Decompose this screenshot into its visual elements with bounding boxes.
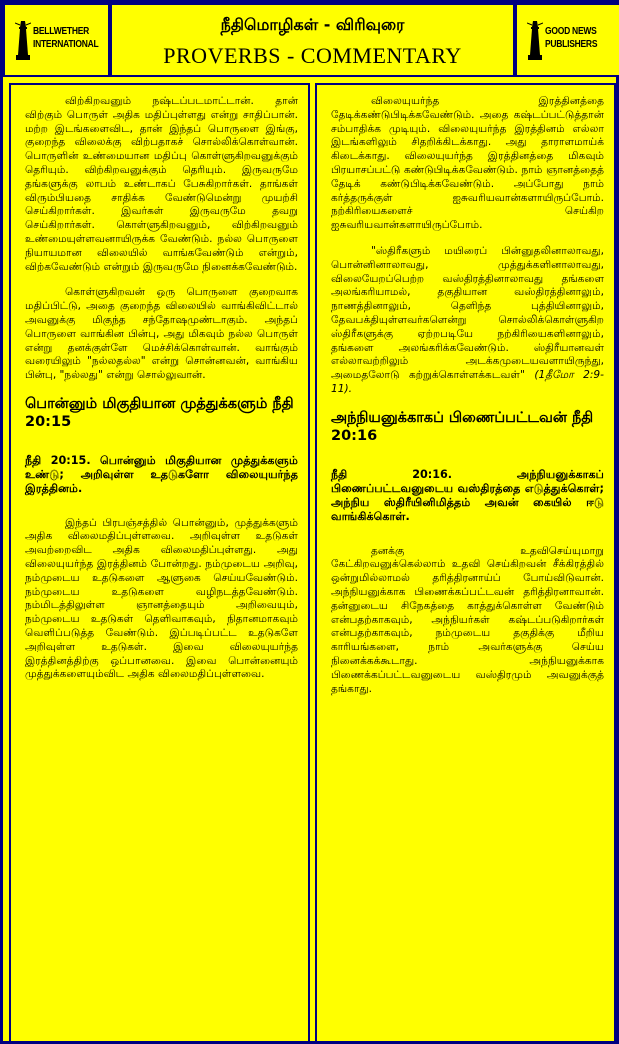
right-column xyxy=(315,83,616,1043)
paragraph: இந்தப் பிரபஞ்சத்தில் பொன்னும், முத்துக்களும் அதிக விலைமதிப்புள்ளவை. அறிவுள்ள உதடுகள் அவற்றைவிட அதிக விலைமதிப்புள்ளது. அது விலையுயர்ந்த இரத்தினம் போன்றது. நம்முடைய அறிவு, நம்முடைய உதடுகளை ஆளுகை செய்யவேண்டும். நம்முடைய உதடுகளை வழிநடத்தவேண்டும். நம்மிடத்திலுள்ள ஞானத்தையும் அறிவையும், நம்முடைய உதடுகள் தெளிவாகவும், நிதானமாகவும் வெளிப்படுத்த வேண்டும். இப்படிப்பட்ட உதடுகளே அறிவுள்ள உதடுகள். இவை விலையுயர்ந்த இரத்தினத்திற்கு ஒப்பானவை. இவை பொன்னையும் முத்துக்களையும்விட அதிக விலைமதிப்புள்ளவை. xyxy=(25,516,298,681)
paragraph: கொள்ளுகிறவன் ஒரு பொருளை குறைவாக மதிப்பிட்டு, அதை குறைந்த விலையில் வாங்கிவிட்டால் அவனுக்கு மிகுந்த சந்தோஷமுண்டாகும். அந்தப் பொருளை வாங்கின பின்பு, அது மிகவும் நல்ல பொருள் என்று தனக்குள்ளே மெச்சிக்கொள்வான். வாங்கும் வரையிலும் "நல்லதல்ல" என்று சொன்னவன், வாங்கிய பின்பு, "நல்லது" என்று சொல்லுவான். xyxy=(25,286,298,382)
bellwether-logo xyxy=(15,15,104,65)
title-english: PROVERBS - COMMENTARY xyxy=(163,43,462,68)
verse-text: நீதி 20:15. பொன்னும் மிகுதியான முத்துக்களும் உண்டு; அறிவுள்ள உதடுகளோ விலையுயர்ந்த இரத்தினம். xyxy=(25,453,298,496)
section-heading: அந்நியனுக்காகப் பிணைப்பட்டவன் நீதி 20:16 xyxy=(331,409,594,445)
title-tamil: நீதிமொழிகள் - விரிவுரை xyxy=(220,15,405,34)
section-heading: பொன்னும் மிகுதியான முத்துக்களும் நீதி 20:15 xyxy=(25,395,294,431)
lighthouse-icon xyxy=(527,19,543,61)
quote-text: "ஸ்திரீகளும் மயிரைப் பின்னுதலினாலாவது, பொன்னினாலாவது, முத்துக்களினாலாவது, விலையேறப்பெற்ற வஸ்திரத்தினாலாவது தங்களை அலங்கரியாமல், தகுதியான வஸ்திரத்தினாலும், நாணத்தினாலும், தெளிந்த புத்தியினாலும், தேவபக்தியுள்ளவர்களென்று சொல்லிக்கொள்ளுகிற ஸ்திரீகளுக்கு ஏற்றபடியே நற்கிரியைகளினாலும், தங்களை அலங்கரிக்கவேண்டும். ஸ்திரீயானவள் எல்லாவற்றிலும் அடக்கமுடையவளாயிருந்து, அமைதலோடு கற்றுக்கொள்ளக்கடவள்" xyxy=(331,244,604,382)
paragraph: விலையுயர்ந்த இரத்தினத்தை தேடிக்கண்டுபிடிக்கவேண்டும். அதை கஷ்டப்பட்டுத்தான் சம்பாதிக்க முடியும். விலையுயர்ந்த இரத்தினம் எல்லா இடங்களிலும் சிதறிக்கிடக்காது. அது தாராளமாய்க் கிடைக்காது. விலையுயர்ந்த இரத்தினத்தை மிகவும் பிரயாசப்பட்டு கண்டுபிடிக்கவேண்டும். நாம் ஞானத்தைத் தேடிக் கண்டுபிடிக்கவேண்டும். அப்போது நாம் கர்த்தருக்குள் ஐசுவரியவான்களாயிருப்போம். நற்கிரியைகளைச் செய்கிற ஐசுவரியவான்களாயிருப்போம். xyxy=(331,95,604,232)
good-news-logo xyxy=(527,15,616,65)
verse-text: நீதி 20:16. அந்நியனுக்காகப் பிணைப்பட்டவனுடைய வஸ்திரத்தை எடுத்துக்கொள்; அந்நிய ஸ்திரீயினிமித்தம் அவன் கையில் ஈடு வாங்கிக்கொள். xyxy=(331,467,604,524)
bellwether-logo-text: BELLWETHER INTERNATIONAL xyxy=(33,26,99,50)
header-title-box xyxy=(110,3,515,77)
paragraph: விற்கிறவனும் நஷ்டப்படமாட்டான். தான் விற்கும் பொருள் அதிக மதிப்புள்ளது என்று சாதிப்பான். மற்ற இடங்களைவிட, தான் இந்தப் பொருளை இங்கு, குறைந்த விலைக்கு விற்பதாகச் சொல்லிக்கொள்வான். பொருளின் உண்மையான மதிப்பு கொள்ளுகிறவனுக்கும் தெரியும். விற்கிறவனுக்கும் தெரியும். இருவருமே தங்களுக்கு லாபம் உண்டாகப் பேசுகிறார்கள். தாங்கள் விரும்பியதை சாதிக்க வேண்டுமென்று முயற்சி செய்கிறார்கள். இவர்கள் இருவருமே தவறு செய்கிறார்கள். கொள்ளுகிறவனும், விற்கிறவனும் உண்மையுள்ளவனாயிருக்க வேண்டும். நல்ல பொருளை நியாயமான விலையில் வாங்கவேண்டும் என்றும், விற்கவேண்டும் என்றும் இருவருமே நினைக்கவேண்டும். xyxy=(25,95,298,273)
left-column xyxy=(9,83,310,1043)
good-news-logo-text: GOOD NEWS PUBLISHERS xyxy=(545,26,598,50)
scripture-reference: (1தீமோ 2:9-11). xyxy=(331,369,604,395)
paragraph: தனக்கு உதவிசெய்யுமாறு கேட்கிறவனுக்கெல்லாம் உதவி செய்கிறவன் சீக்கிரத்தில் ஒன்றுமில்லாமல் தரித்திரனாய்ப் போய்விடுவான். அந்நியனுக்காக பிணைக்கப்பட்டவன் தரித்திரனாவான். தன்னுடைய சிநேகத்தை காத்துக்கொள்ள வேண்டும் என்பதற்காகவும், அந்நியர்கள் கஷ்டப்படுகிறார்கள் என்பதற்காகவும், நம்முடைய தகுதிக்கு மீறிய காரியங்களை, நாம் அவர்களுக்கு செய்ய நினைக்கக்கூடாது. அந்நியனுக்காக பிணைக்கப்பட்டவனுடைய வஸ்திரமும் அவனுக்குத் தங்காது. xyxy=(331,544,604,695)
lighthouse-icon xyxy=(15,19,31,61)
quote-paragraph xyxy=(331,245,604,397)
header-right-logo-box xyxy=(515,3,619,77)
header-left-logo-box xyxy=(3,3,110,77)
